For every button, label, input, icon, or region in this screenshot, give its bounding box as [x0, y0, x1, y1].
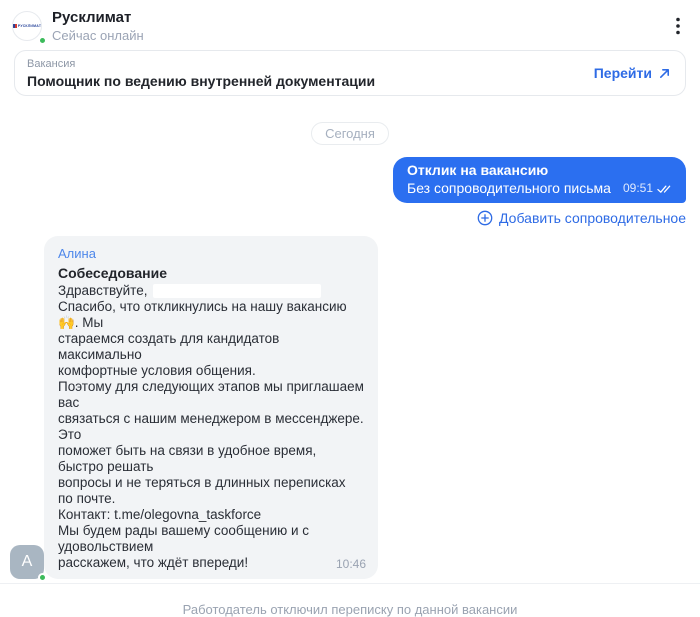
- double-check-icon: [657, 184, 672, 194]
- vacancy-title: Помощник по ведению внутренней документации: [27, 73, 376, 89]
- outgoing-message-time: 09:51: [622, 181, 653, 195]
- footer-divider: [0, 583, 700, 584]
- message-line: стараемся создать для кандидатов максимально: [58, 331, 280, 362]
- message-subject: Собеседование: [58, 265, 167, 281]
- add-cover-letter-label: Добавить сопроводительное: [499, 210, 686, 226]
- date-divider: Сегодня: [311, 122, 389, 145]
- company-logo: [12, 11, 42, 41]
- company-logo-text: РУСКЛИМАТ: [17, 24, 42, 28]
- vacancy-card: [14, 50, 686, 96]
- online-status-dot: [38, 36, 47, 45]
- outgoing-message-bubble: [393, 157, 686, 203]
- message-body: [58, 283, 364, 571]
- chat-disabled-notice: Работодатель отключил переписку по данной вакансии: [182, 602, 518, 617]
- message-line: Поэтому для следующих этапов мы приглашаем вас: [58, 379, 364, 410]
- greeting-text: Здравствуйте,: [58, 283, 148, 298]
- redacted-name-box: [153, 284, 321, 298]
- message-line: связаться с нашим менеджером в мессенджере. Это: [58, 411, 364, 442]
- sender-avatar: [10, 545, 44, 579]
- message-line: Спасибо, что откликнулись на нашу вакансию 🙌. Мы: [58, 299, 347, 330]
- arrow-up-right-icon: [658, 67, 671, 80]
- message-line: расскажем, что ждёт впереди!: [58, 555, 249, 570]
- outgoing-message-title: Отклик на вакансию: [407, 162, 549, 178]
- company-name: Русклимат: [52, 9, 132, 26]
- message-line: комфортные условия общения.: [58, 363, 256, 378]
- online-status-text: Сейчас онлайн: [52, 28, 144, 43]
- plus-circle-icon: [477, 210, 493, 226]
- online-status-dot: [38, 573, 47, 582]
- message-line: поможет быть на связи в удобное время, быстро решать: [58, 443, 317, 474]
- vacancy-label: Вакансия: [27, 58, 76, 70]
- company-logo-mark-icon: [13, 24, 17, 28]
- vacancy-open-label: Перейти: [593, 65, 652, 81]
- message-line: Мы будем рады вашему сообщению и с удовольствием: [58, 523, 310, 554]
- message-line-contact: Контакт: t.me/olegovna_taskforce: [58, 507, 262, 522]
- vacancy-open-link[interactable]: [594, 65, 671, 81]
- chat-header: [0, 0, 700, 44]
- kebab-menu-icon[interactable]: [670, 13, 686, 39]
- incoming-message-time: 10:46: [335, 557, 366, 571]
- message-line: вопросы и не теряться в длинных переписках по почте.: [58, 475, 346, 506]
- outgoing-message-body: Без сопроводительного письма: [407, 180, 611, 196]
- add-cover-letter-button[interactable]: [477, 210, 686, 226]
- incoming-message-bubble: [44, 236, 378, 579]
- sender-name: Алина: [58, 246, 96, 261]
- company-avatar: [12, 11, 42, 41]
- sender-avatar-letter: А: [21, 553, 33, 570]
